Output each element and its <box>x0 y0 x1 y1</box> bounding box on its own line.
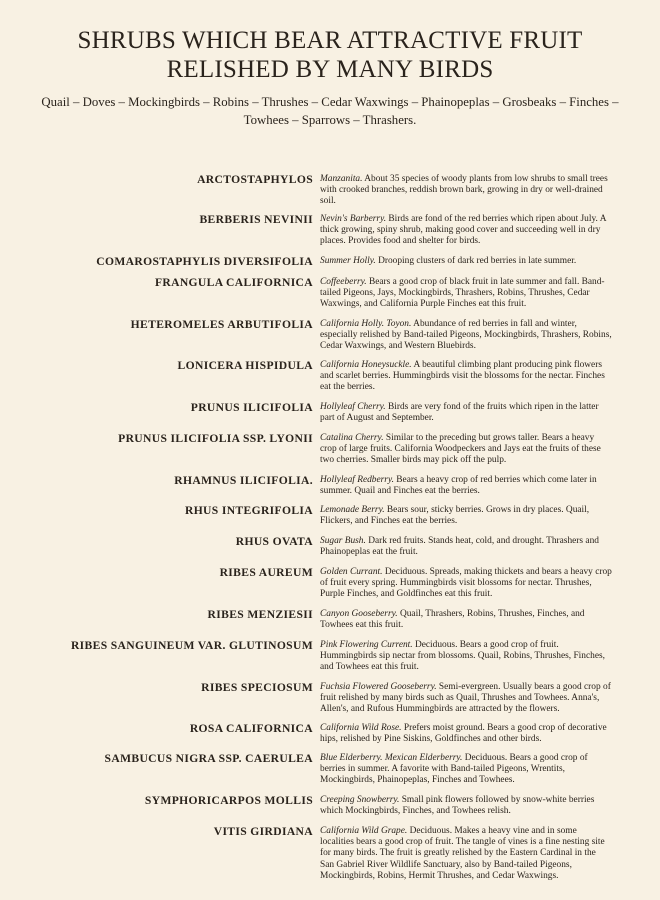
description-text: Abundance of red berries in fall and winter, especially relished by Band-tailed Pigeons, Mockingbirds, Thrashers, Robins, Cedar Waxwings, and Western Bluebirds. <box>320 319 612 352</box>
shrub-description <box>320 826 612 882</box>
bird-list-subtitle: Quail – Doves – Mockingbirds – Robins – Thrushes – Cedar Waxwings – Phainopeplas – Grosbeaks – Finches – Towhees – Sparrows – Thrashers. <box>41 95 619 127</box>
shrub-description <box>320 609 612 631</box>
shrub-description <box>320 174 612 208</box>
scientific-name: ARCTOSTAPHYLOS <box>197 173 313 186</box>
description-text: Bears sour, sticky berries. Grows in dry places. Quail, Flickers, and Finches eat the berries. <box>320 505 590 527</box>
scientific-name: VITIS GIRDIANA <box>213 825 313 838</box>
shrub-description <box>320 433 612 467</box>
scientific-name: FRANGULA CALIFORNICA <box>154 276 313 289</box>
scientific-name: RIBES SPECIOSUM <box>201 681 313 694</box>
description-text: Deciduous. Bears a good crop of fruit. Hummingbirds sip nectar from blossoms. Quail, Robins, Thrushes, Finches, and Towhees eat this fruit. <box>320 640 605 673</box>
common-name: Coffeeberry. <box>320 277 367 287</box>
shrub-description <box>320 402 612 424</box>
shrub-description <box>320 753 612 787</box>
page-title-line-2: RELISHED BY MANY BIRDS <box>166 56 494 83</box>
description-text: Quail, Thrashers, Robins, Thrushes, Finches, and Towhees eat this fruit. <box>320 609 585 631</box>
shrub-description <box>320 795 612 817</box>
scientific-name: RHUS OVATA <box>235 535 313 548</box>
scientific-name: RIBES AUREUM <box>219 566 313 579</box>
page-title-line-1: SHRUBS WHICH BEAR ATTRACTIVE FRUIT <box>77 27 583 54</box>
scientific-name: SAMBUCUS NIGRA SSP. CAERULEA <box>104 752 313 765</box>
common-name: Hollyleaf Redberry. <box>320 475 394 485</box>
description-text: A beautiful climbing plant producing pink flowers and scarlet berries. Hummingbirds visit the blossoms for the nectar. Finches eat the berries. <box>320 360 605 393</box>
common-name: Pink Flowering Current. <box>320 640 413 650</box>
shrub-description <box>320 723 612 745</box>
common-name: Blue Elderberry. Mexican Elderberry. <box>320 753 463 763</box>
shrub-description <box>320 536 612 558</box>
description-text: Deciduous. Bears a good crop of berries in summer. A favorite with Band-tailed Pigeons, Wrentits, Mockingbirds, Phainopeplas, Finches and Towhees. <box>320 753 588 786</box>
scientific-name: PRUNUS ILICIFOLIA <box>190 401 313 414</box>
common-name: Golden Currant. <box>320 567 383 577</box>
description-text: Similar to the preceding but grows taller. Bears a heavy crop of large fruits. California Woodpeckers and Jays eat the fruits of these two cherries. Smaller birds may pick off the pulp. <box>320 433 601 466</box>
scientific-name: RIBES MENZIESII <box>207 608 313 621</box>
description-text: Deciduous. Makes a heavy vine and in some localities bears a good crop of fruit. The tangle of vines is a fine nesting site for many birds. The fruit is greatly relished by the Eastern Cardinal in the San Gabriel River Wildlife Sanctuary, also by Band-tailed Pigeons, Mockingbirds, Robins, Hermit Thrushes, and Cedar Waxwings. <box>320 826 605 881</box>
common-name: Hollyleaf Cherry. <box>320 402 386 412</box>
shrub-description <box>320 360 612 394</box>
shrub-description <box>320 256 612 267</box>
common-name: Creeping Snowberry. <box>320 795 400 805</box>
scientific-name: LONICERA HISPIDULA <box>177 359 313 372</box>
description-text: Birds are very fond of the fruits which ripen in the latter part of August and September. <box>320 402 599 424</box>
common-name: California Holly. Toyon. <box>320 319 412 329</box>
shrub-description <box>320 214 612 248</box>
shrub-description <box>320 277 612 311</box>
description-text: Semi-evergreen. Usually bears a good crop of fruit relished by many birds such as Quail, Thrushes and Towhees. Anna's, Allen's, and Rufous Hummingbirds are attracted by the flowers. <box>320 682 611 715</box>
description-text: About 35 species of woody plants from low shrubs to small trees with crooked branches, reddish brown bark, growing in dry or well-drained soil. <box>320 174 608 207</box>
scientific-name: HETEROMELES ARBUTIFOLIA <box>130 318 313 331</box>
description-text: Dark red fruits. Stands heat, cold, and drought. Thrashers and Phainopeplas eat the fruit. <box>320 536 599 558</box>
shrub-description <box>320 475 612 497</box>
common-name: Lemonade Berry. <box>320 505 385 515</box>
shrub-description <box>320 682 612 716</box>
common-name: Catalina Cherry. <box>320 433 384 443</box>
scientific-name: PRUNUS ILICIFOLIA SSP. LYONII <box>118 432 313 445</box>
common-name: Summer Holly. <box>320 256 376 266</box>
common-name: California Honeysuckle. <box>320 360 412 370</box>
common-name: Nevin's Barberry. <box>320 214 387 224</box>
shrub-description <box>320 319 612 353</box>
common-name: Manzanita. <box>320 174 363 184</box>
description-text: Bears a good crop of black fruit in late summer and fall. Band-tailed Pigeons, Jays, Mockingbirds, Thrashers, Robins, Thrushes, Cedar Waxwings, and California Purple Finches eat this fruit. <box>320 277 605 310</box>
scientific-name: RIBES SANGUINEUM VAR. GLUTINOSUM <box>70 639 313 652</box>
shrub-description <box>320 505 612 527</box>
scientific-name: ROSA CALIFORNICA <box>189 722 313 735</box>
common-name: California Wild Rose. <box>320 723 402 733</box>
scientific-name: RHUS INTEGRIFOLIA <box>184 504 313 517</box>
description-text: Drooping clusters of dark red berries in late summer. <box>375 256 577 266</box>
scientific-name: COMAROSTAPHYLIS DIVERSIFOLIA <box>96 255 313 268</box>
common-name: Sugar Bush. <box>320 536 366 546</box>
description-text: Small pink flowers followed by snow-white berries which Mockingbirds, Finches, and Towhees relish. <box>320 795 595 817</box>
shrub-description <box>320 640 612 674</box>
description-text: Birds are fond of the red berries which ripen about July. A thick growing, spiny shrub, making good cover and succeeding well in dry places. Provides food and shelter for birds. <box>320 214 606 247</box>
description-text: Deciduous. Spreads, making thickets and bears a heavy crop of fruit every spring. Hummingbirds visit blossoms for nectar. Thrushes, Purple Finches, and Goldfinches eat this fruit. <box>320 567 612 600</box>
description-text: Bears a heavy crop of red berries which come later in summer. Quail and Finches eat the berries. <box>320 475 597 497</box>
common-name: Fuchsia Flowered Gooseberry. <box>320 682 437 692</box>
page-title <box>0 26 660 84</box>
description-text: Prefers moist ground. Bears a good crop of decorative hips, relished by Pine Siskins, Goldfinches and other birds. <box>320 723 607 745</box>
common-name: California Wild Grape. <box>320 826 408 836</box>
scientific-name: RHAMNUS ILICIFOLIA. <box>174 474 313 487</box>
scientific-name: BERBERIS NEVINII <box>199 213 313 226</box>
common-name: Canyon Gooseberry. <box>320 609 398 619</box>
scientific-name: SYMPHORICARPOS MOLLIS <box>144 794 313 807</box>
shrub-description <box>320 567 612 601</box>
